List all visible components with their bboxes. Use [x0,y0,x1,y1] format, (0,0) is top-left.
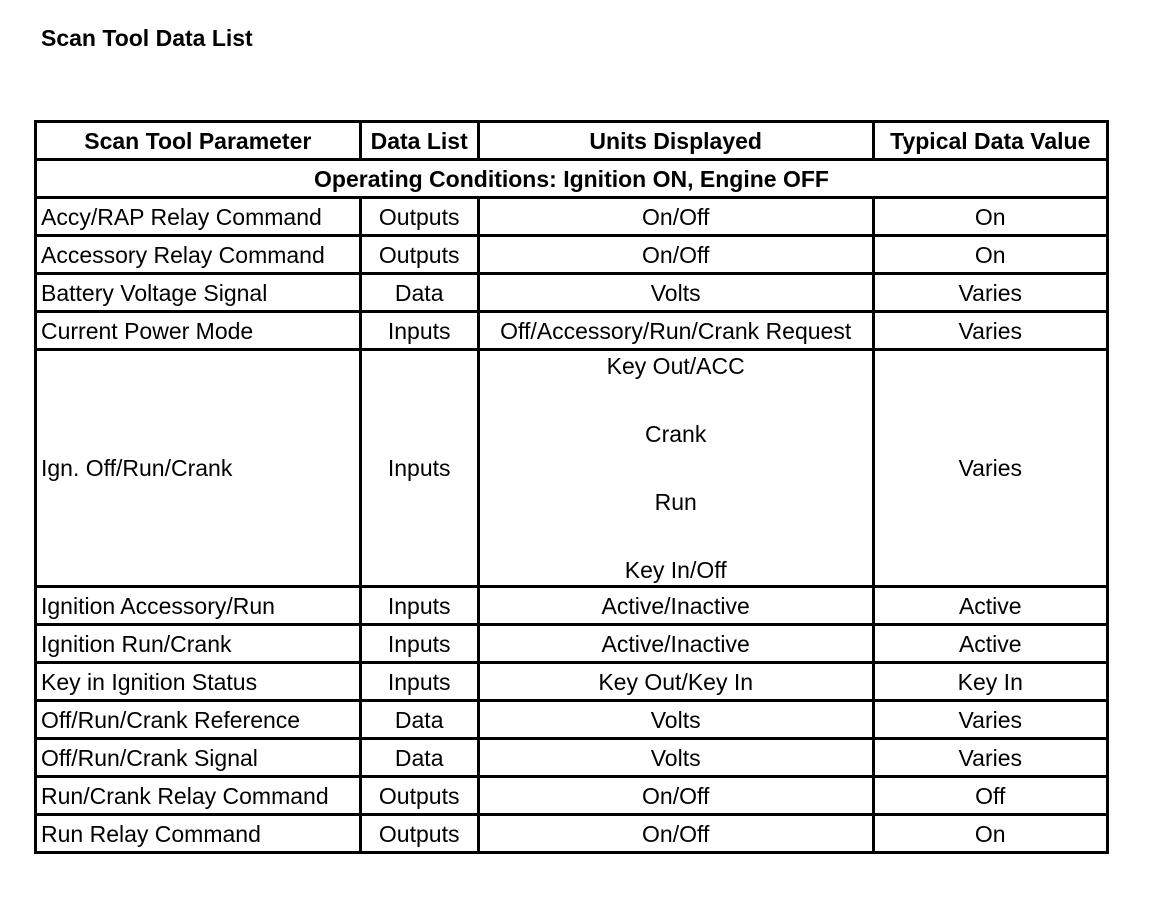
data-list-cell: Inputs [360,587,478,625]
typical-value-cell: Varies [873,701,1107,739]
data-list-cell: Inputs [360,312,478,350]
typical-value-cell: On [873,198,1107,236]
units-option: Crank [645,421,707,447]
units-cell: Volts [478,739,873,777]
data-list-cell: Data [360,739,478,777]
column-header-typical-value: Typical Data Value [873,122,1107,160]
data-list-cell: Data [360,274,478,312]
typical-value-cell: Varies [873,739,1107,777]
typical-value-cell: On [873,815,1107,853]
operating-conditions-row [36,160,1108,198]
data-list-cell: Inputs [360,350,478,587]
typical-value-cell: Off [873,777,1107,815]
parameter-cell: Current Power Mode [36,312,361,350]
table-row [36,312,1108,350]
table-row [36,274,1108,312]
table-header-row [36,122,1108,160]
column-header-data-list: Data List [360,122,478,160]
column-header-parameter: Scan Tool Parameter [36,122,361,160]
units-cell: Active/Inactive [478,587,873,625]
table-row [36,236,1108,274]
units-option: Run [654,489,697,515]
column-header-units: Units Displayed [478,122,873,160]
table-row [36,587,1108,625]
typical-value-cell: Varies [873,274,1107,312]
parameter-cell: Accessory Relay Command [36,236,361,274]
table-row [36,815,1108,853]
page-title: Scan Tool Data List [41,25,253,51]
typical-value-cell: Varies [873,312,1107,350]
units-cell: Off/Accessory/Run/Crank Request [478,312,873,350]
data-list-cell: Outputs [360,198,478,236]
data-list-cell: Outputs [360,777,478,815]
parameter-cell: Key in Ignition Status [36,663,361,701]
data-list-cell: Inputs [360,625,478,663]
units-cell: On/Off [478,815,873,853]
units-option: Key Out/ACC [606,353,745,379]
table-row [36,701,1108,739]
parameter-cell: Run/Crank Relay Command [36,777,361,815]
typical-value-cell: Active [873,625,1107,663]
operating-conditions: Operating Conditions: Ignition ON, Engine OFF [36,160,1108,198]
parameter-cell: Ign. Off/Run/Crank [36,350,361,587]
table-row [36,663,1108,701]
data-list-cell: Data [360,701,478,739]
units-cell [478,350,873,587]
table-row [36,198,1108,236]
data-list-cell: Outputs [360,236,478,274]
parameter-cell: Off/Run/Crank Signal [36,739,361,777]
table-row [36,350,1108,587]
typical-value-cell: On [873,236,1107,274]
units-cell: Key Out/Key In [478,663,873,701]
table-row [36,739,1108,777]
parameter-cell: Accy/RAP Relay Command [36,198,361,236]
units-cell: On/Off [478,777,873,815]
parameter-cell: Off/Run/Crank Reference [36,701,361,739]
units-option: Key In/Off [624,557,727,583]
table-row [36,777,1108,815]
typical-value-cell: Active [873,587,1107,625]
parameter-cell: Ignition Accessory/Run [36,587,361,625]
units-cell: Active/Inactive [478,625,873,663]
typical-value-cell: Varies [873,350,1107,587]
units-cell: Volts [478,274,873,312]
scan-tool-data-table [34,120,1109,854]
data-list-cell: Outputs [360,815,478,853]
parameter-cell: Ignition Run/Crank [36,625,361,663]
units-cell: On/Off [478,236,873,274]
units-cell: Volts [478,701,873,739]
parameter-cell: Run Relay Command [36,815,361,853]
typical-value-cell: Key In [873,663,1107,701]
data-list-cell: Inputs [360,663,478,701]
table-row [36,625,1108,663]
units-cell: On/Off [478,198,873,236]
parameter-cell: Battery Voltage Signal [36,274,361,312]
